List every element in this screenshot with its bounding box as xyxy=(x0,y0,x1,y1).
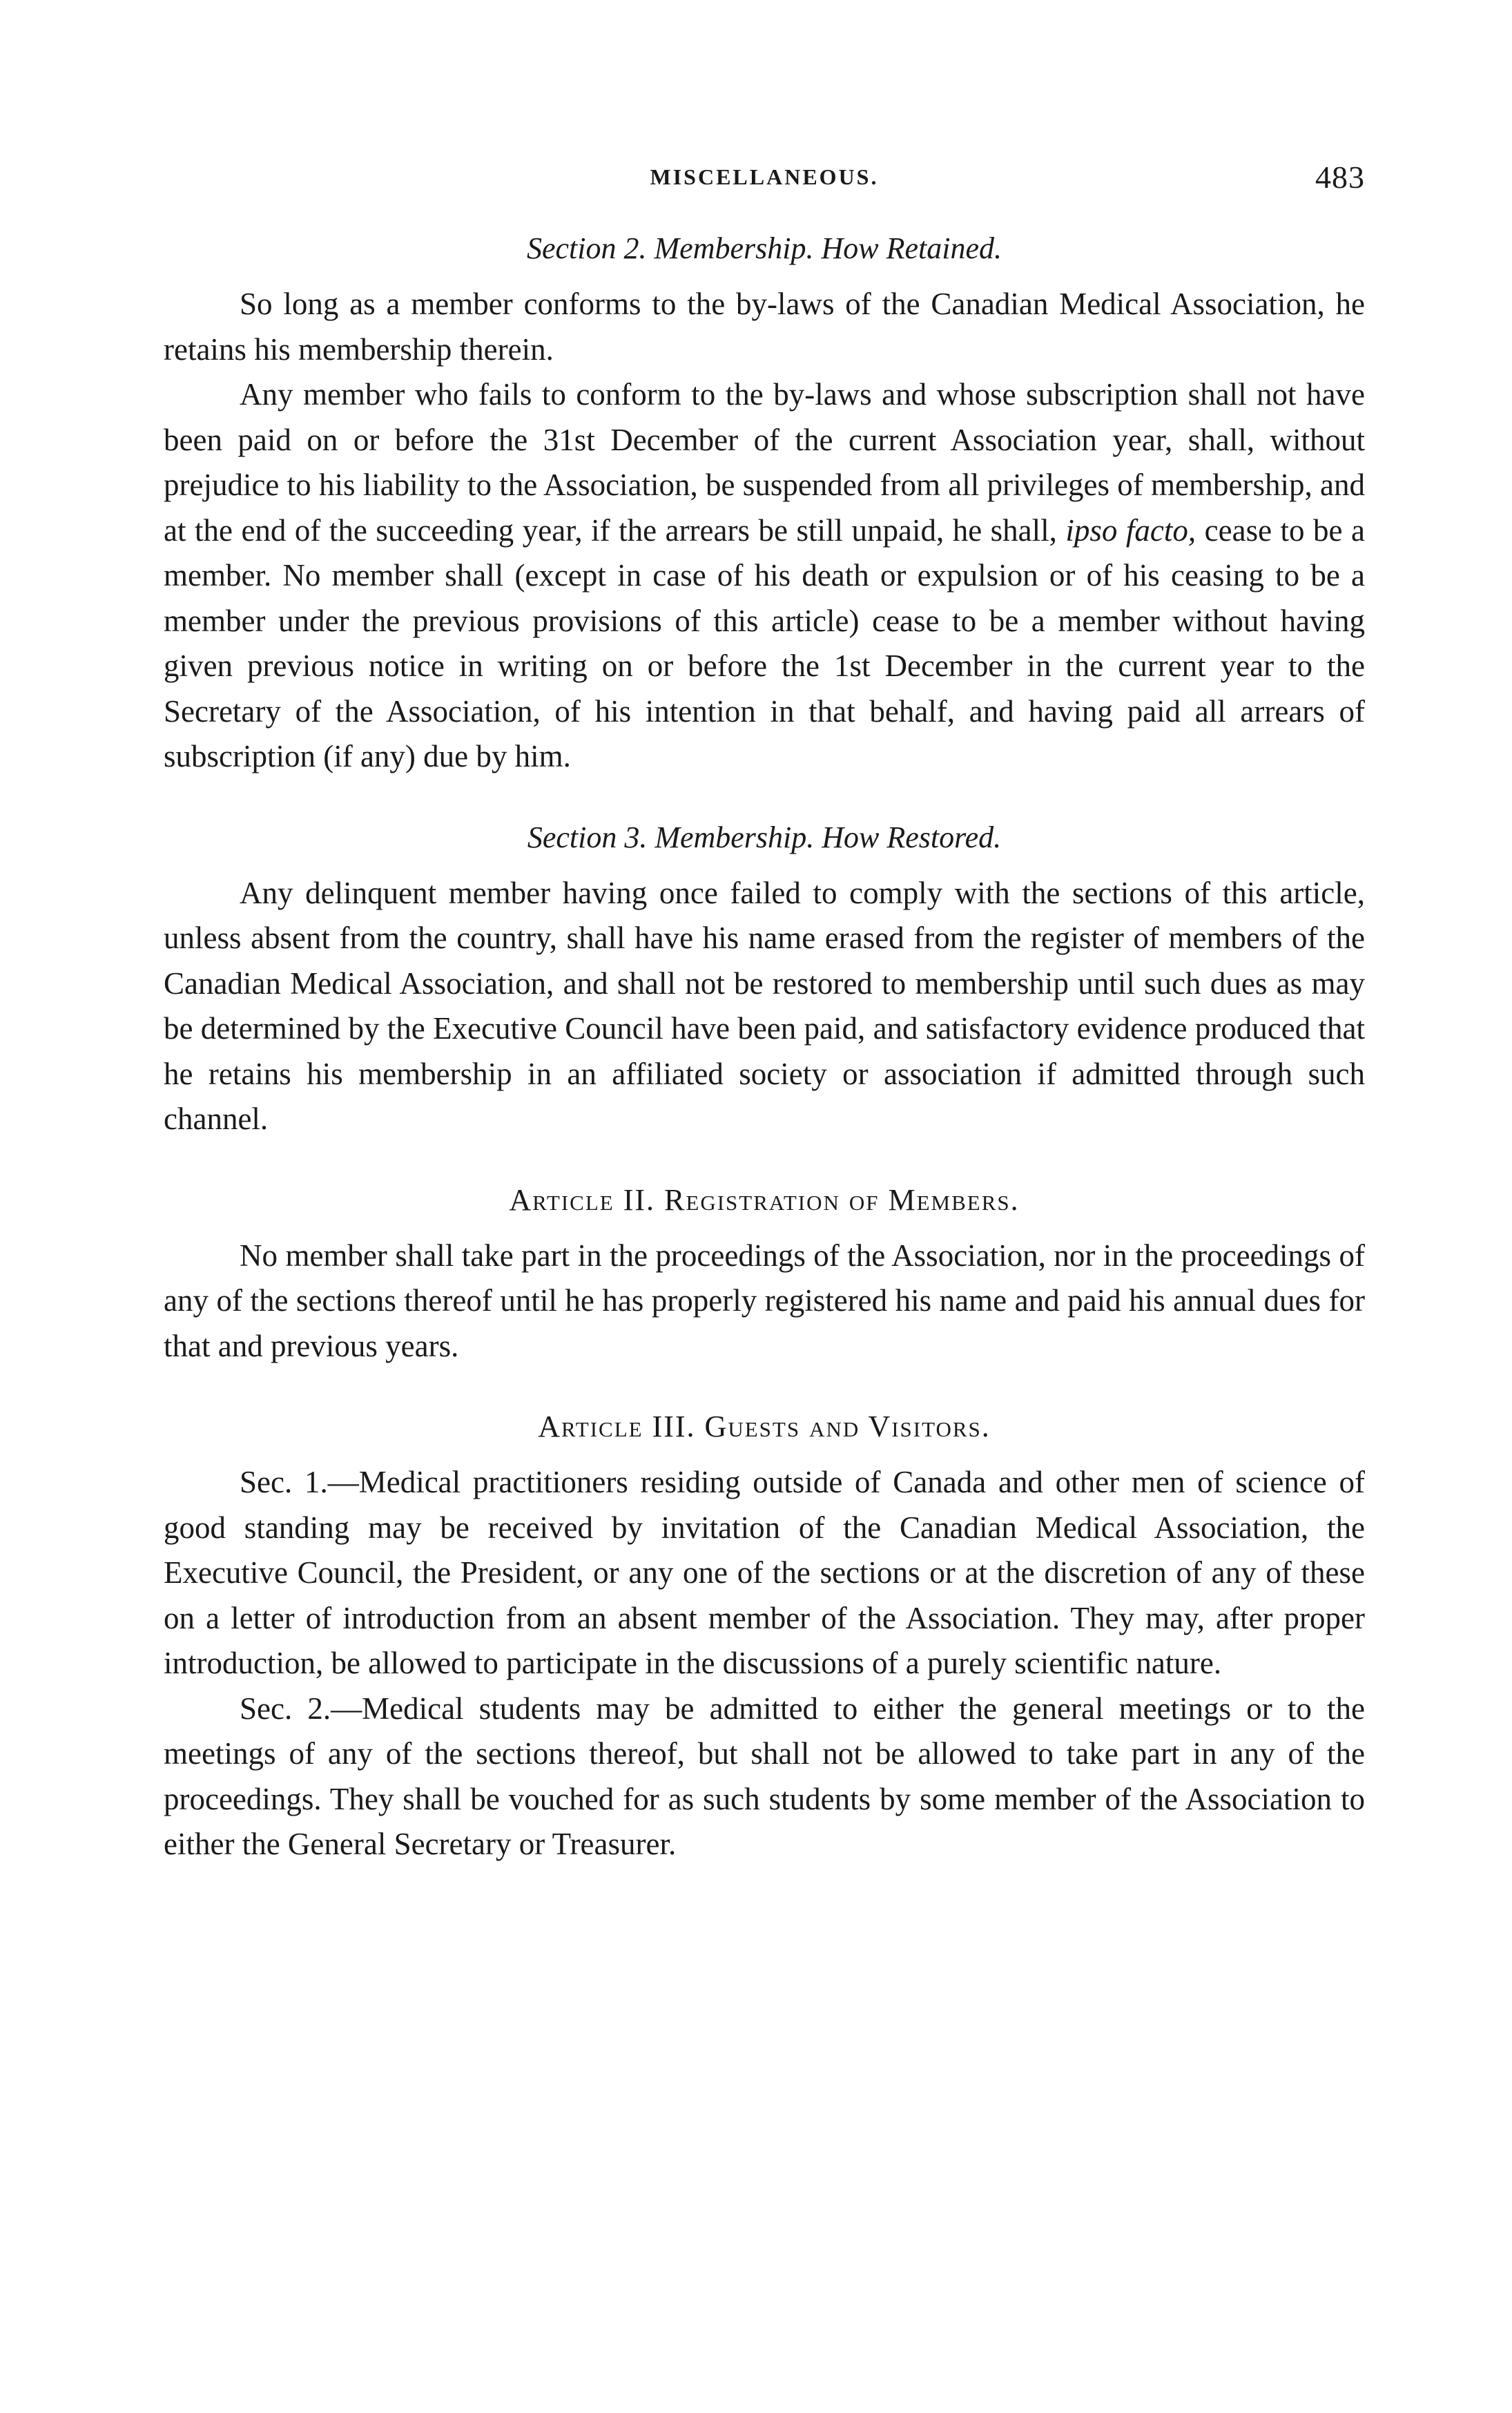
section-3-paragraph-1: Any delinquent member having once failed to comply with the sections of this article, unless absent from the country, shall have his name erased from the register of members of the Canadian Medical Association, and shall not be restored to membership until such dues as may be determined by the Executive Council have been paid, and satisfactory evidence produced that he retains his membership in an affiliated society or association if admitted through such channel. xyxy=(164,875,1365,1136)
section-2-paragraph-1: So long as a member conforms to the by-laws of the Canadian Medical Association, he retains his membership therein. xyxy=(164,287,1365,367)
section-2-paragraph-2-part-b: cease to be a member. No member shall (except in case of his death or expulsion or of his ceasing to be a member under the previous provisions of this article) cease to be a member without having given previous notice in writing on or before the 1st December in the current year to the Secretary of the Association, of his intention in that behalf, and having paid all arrears of subscription (if any) due by him. xyxy=(164,512,1365,773)
section-3-heading: Section 3. Membership. How Restored. xyxy=(527,820,1002,854)
section-2-paragraph-2 xyxy=(164,372,1365,780)
section-2-heading: Section 2. Membership. How Retained. xyxy=(527,231,1002,265)
page-number: 483 xyxy=(1315,160,1365,195)
running-head xyxy=(164,160,1365,227)
section-2-paragraph-2-part-a: Any member who fails to conform to the by-laws and whose subscription shall not have been paid on or before the 31st December of the current Association year, shall, without prejudice to his liability to the Association, be suspended from all privileges of membership, and at the end of the succeeding year, if the arrears be still unpaid, he shall, xyxy=(164,377,1365,548)
document-page xyxy=(164,0,1365,1867)
article-2-paragraph-1: No member shall take part in the proceedings of the Association, nor in the proceedings of any of the sections thereof until he has properly registered his name and paid his annual dues for that and previous years. xyxy=(164,1238,1365,1363)
ipso-facto-italic: ipso facto, xyxy=(1065,512,1196,548)
running-title: MISCELLANEOUS. xyxy=(650,164,879,189)
article-2-heading: Article II. Registration of Members. xyxy=(509,1182,1020,1217)
article-3-heading: Article III. Guests and Visitors. xyxy=(538,1410,991,1443)
article-3-sec-2-paragraph: Sec. 2.—Medical students may be admitted to either the general meetings or to the meetings of any of the sections thereof, but shall not be allowed to take part in any of the proceedings. They shall be vouched for as such students by some member of the Association to either the General Secretary or Treasurer. xyxy=(164,1691,1365,1861)
article-3-sec-1-paragraph: Sec. 1.—Medical practitioners residing outside of Canada and other men of science of good standing may be received by invitation of the Canadian Medical Association, the Executive Council, the President, or any one of the sections or at the discretion of any of these on a letter of introduction from an absent member of the Association. They may, after proper introduction, be allowed to participate in the discussions of a purely scientific nature. xyxy=(164,1465,1365,1680)
